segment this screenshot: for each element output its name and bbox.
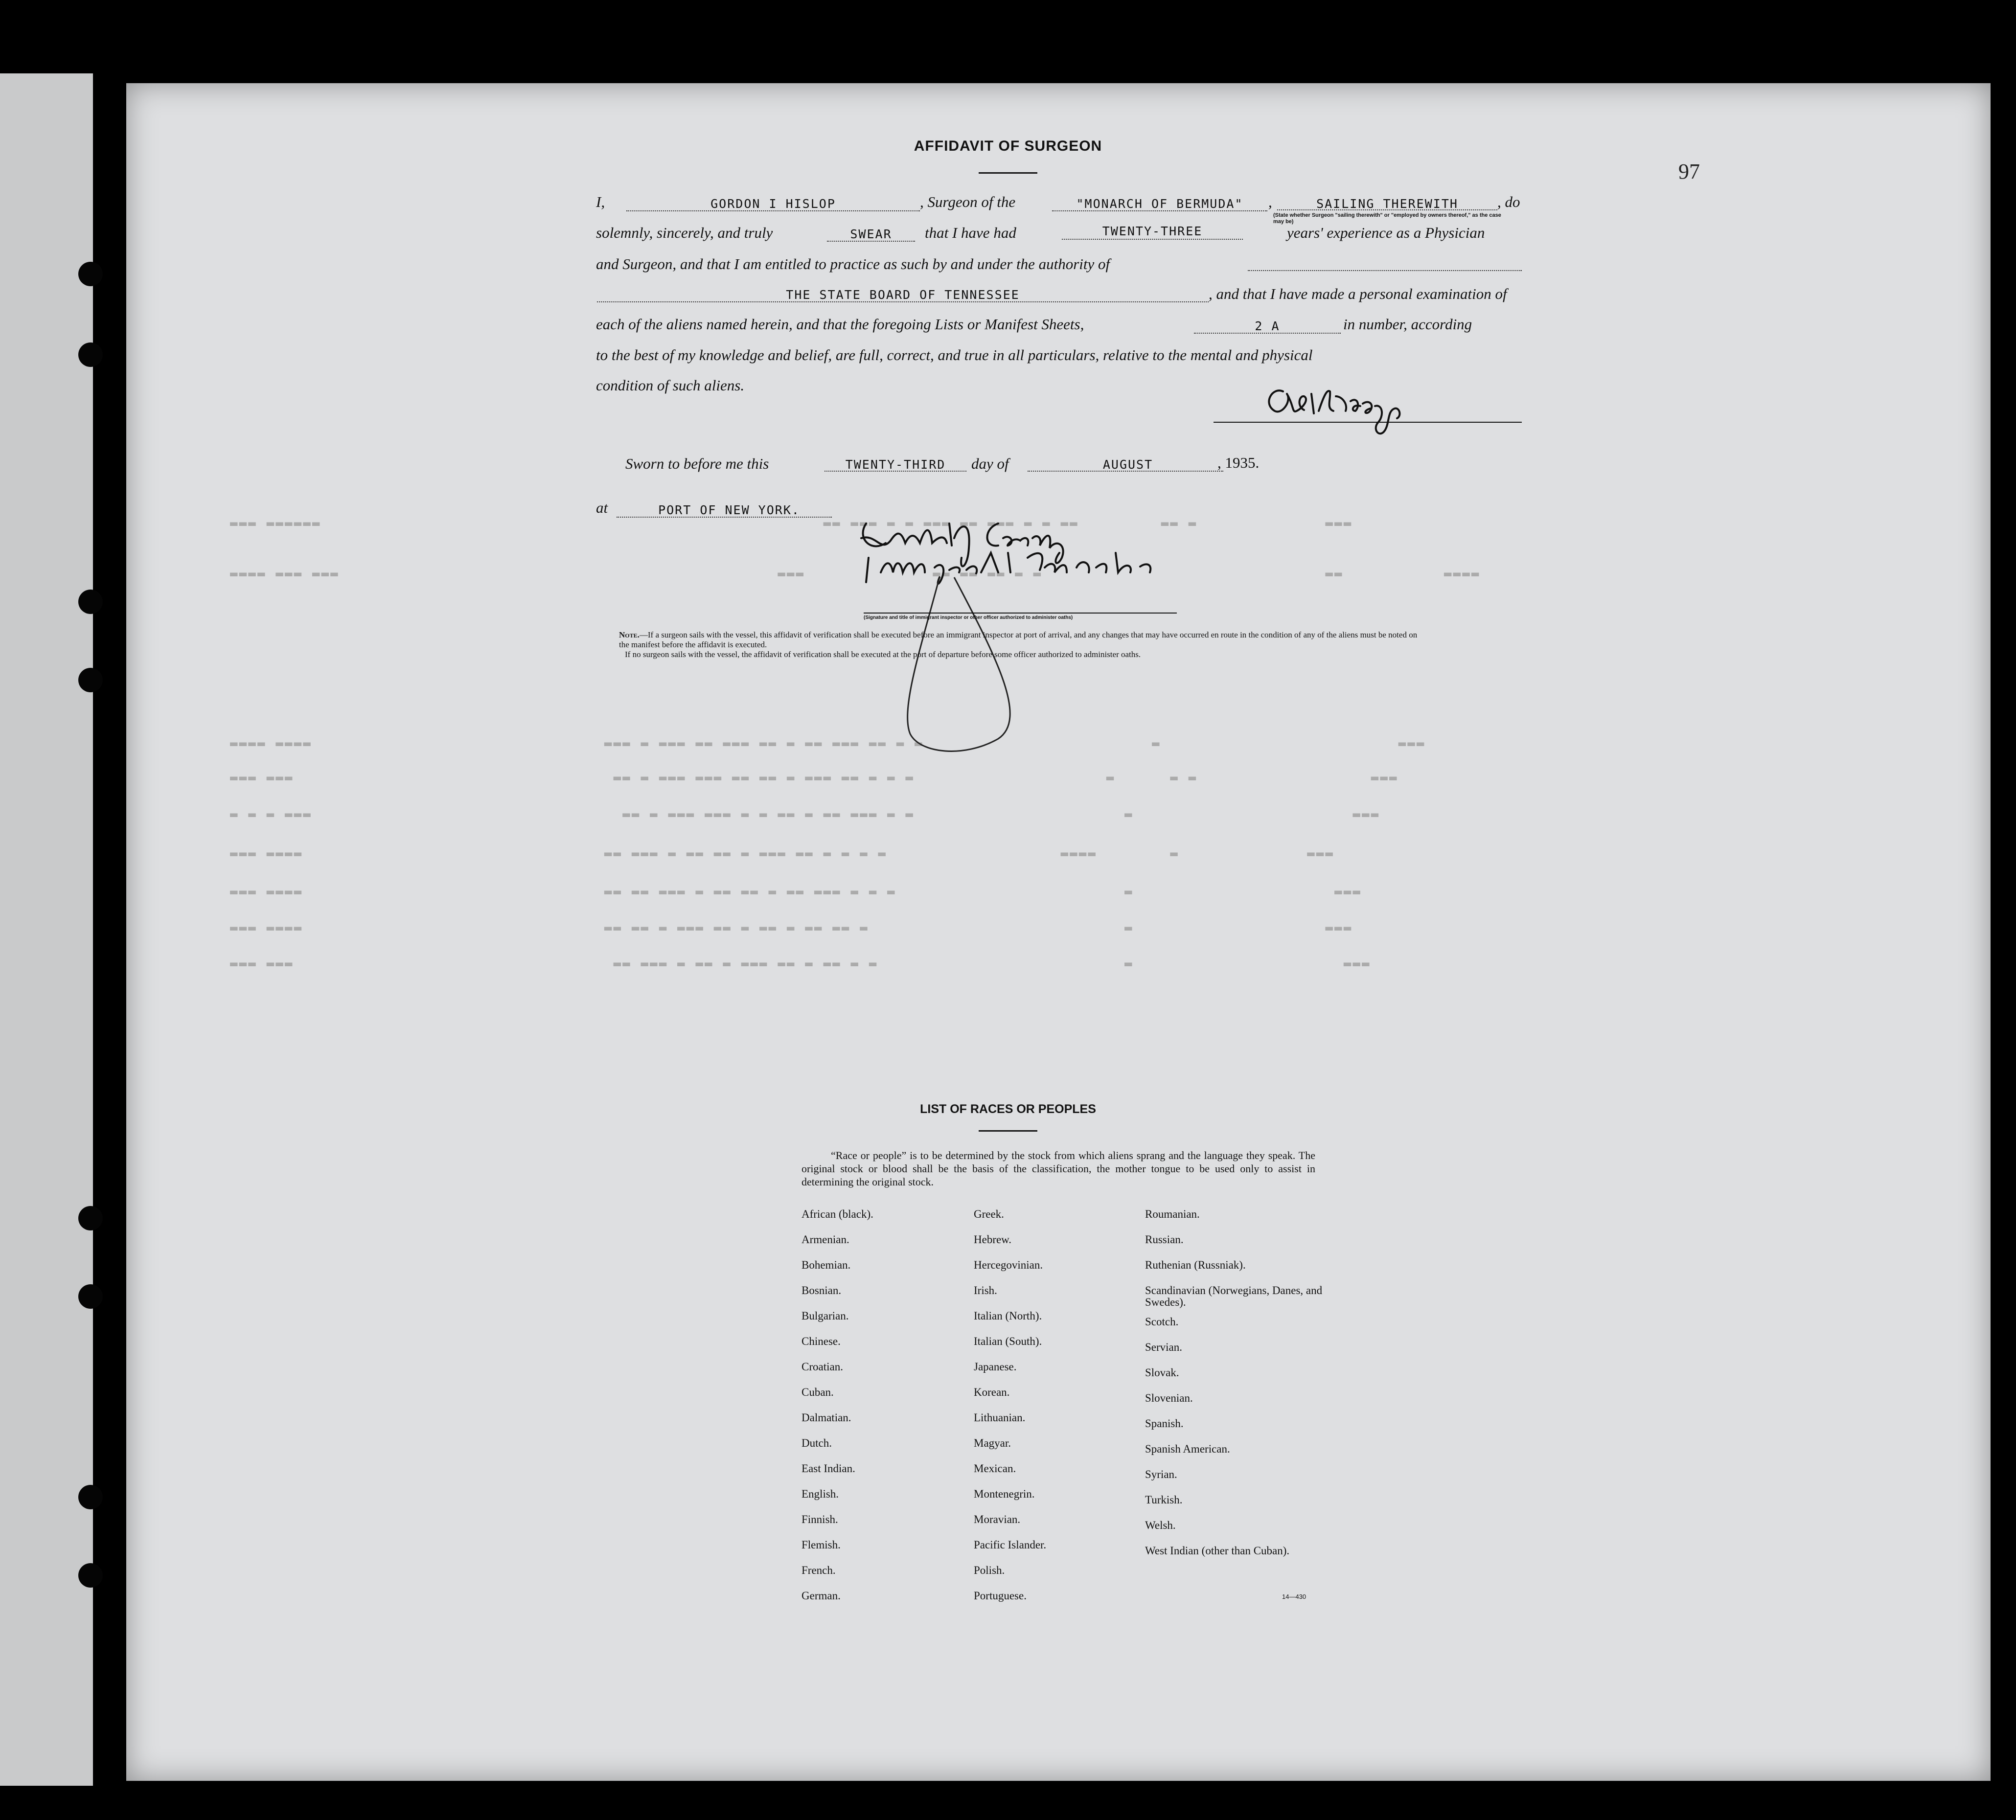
inspector-signature-line <box>864 613 1177 614</box>
race-list-item: English. <box>802 1488 839 1500</box>
race-list-item: Servian. <box>1145 1341 1183 1353</box>
affidavit-text: and Surgeon, and that I am entitled to practice as such by and under the authority of <box>596 255 1110 273</box>
affidavit-text: to the best of my knowledge and belief, are full, correct, and true in all particulars, relative to the mental and physical <box>596 346 1313 364</box>
race-list-item: Slovenian. <box>1145 1392 1193 1404</box>
surgeon-name-field: GORDON I HISLOP <box>710 197 836 211</box>
sworn-month-field: AUGUST <box>1102 457 1153 472</box>
race-list-item: Irish. <box>974 1284 997 1297</box>
race-list-item: Bosnian. <box>802 1284 842 1297</box>
race-list-item: Chinese. <box>802 1335 841 1347</box>
race-list-item: East Indian. <box>802 1462 855 1475</box>
field-line <box>626 210 920 211</box>
race-list-item: Bohemian. <box>802 1259 851 1271</box>
race-list-item: German. <box>802 1590 841 1602</box>
sailing-instruction-note: (State whether Surgeon "sailing therewith" or "employed by owners thereof," as the case may be) <box>1273 212 1501 225</box>
races-column-3 <box>1145 1208 1331 1576</box>
affidavit-text: that I have had <box>925 224 1016 241</box>
race-list-item: Dalmatian. <box>802 1411 851 1424</box>
sworn-day-field: TWENTY-THIRD <box>845 457 946 472</box>
affidavit-text: , Surgeon of the <box>920 193 1016 210</box>
binder-hole <box>78 1284 103 1309</box>
race-list-item: African (black). <box>802 1208 873 1220</box>
race-list-item: Hebrew. <box>974 1233 1012 1246</box>
race-list-item: Polish. <box>974 1564 1005 1576</box>
binder-hole <box>78 1563 103 1588</box>
race-list-item: Flemish. <box>802 1539 841 1551</box>
note-body-second: If no surgeon sails with the vessel, the affidavit of verification shall be executed at the port of departure before some officer authorized to administer oaths. <box>625 650 1141 659</box>
races-title-underline <box>979 1130 1037 1132</box>
race-list-item: Turkish. <box>1145 1494 1183 1506</box>
port-field: PORT OF NEW YORK. <box>658 503 800 517</box>
binder-hole <box>78 262 103 286</box>
manifest-sheets-field: 2 A <box>1255 319 1280 333</box>
form-number: 14—430 <box>1282 1593 1306 1600</box>
race-list-item: Portuguese. <box>974 1590 1027 1602</box>
race-list-item: Italian (South). <box>974 1335 1042 1347</box>
field-line <box>1062 239 1243 240</box>
years-experience-field: TWENTY-THREE <box>1102 224 1203 238</box>
affidavit-text: , <box>1268 193 1272 210</box>
race-list-item: Moravian. <box>974 1513 1021 1525</box>
binder-hole <box>78 668 103 692</box>
race-list-item: Welsh. <box>1145 1519 1176 1531</box>
race-list-item: Syrian. <box>1145 1468 1177 1480</box>
sailing-status-field: SAILING THEREWITH <box>1316 197 1458 211</box>
affidavit-title: AFFIDAVIT OF SURGEON <box>914 138 1102 154</box>
licensing-authority-field: THE STATE BOARD OF TENNESSEE <box>786 288 1020 302</box>
inspector-caption: (Signature and title of immigrant inspector or other officer authorized to administer oaths) <box>864 615 1073 620</box>
affidavit-text: condition of such aliens. <box>596 377 745 394</box>
races-list-title: LIST OF RACES OR PEOPLES <box>920 1102 1096 1116</box>
affidavit-text: at <box>596 499 608 516</box>
race-list-item: Italian (North). <box>974 1310 1042 1322</box>
race-list-item: Pacific Islander. <box>974 1539 1047 1551</box>
races-column-2 <box>974 1208 1046 1615</box>
race-list-item: Montenegrin. <box>974 1488 1035 1500</box>
race-list-item: Spanish. <box>1145 1417 1184 1430</box>
affidavit-text: each of the aliens named herein, and that the foregoing Lists or Manifest Sheets, <box>596 316 1084 333</box>
race-list-item: Slovak. <box>1145 1366 1179 1379</box>
race-list-item: Greek. <box>974 1208 1004 1220</box>
field-line <box>1248 270 1522 271</box>
race-list-item: Bulgarian. <box>802 1310 849 1322</box>
title-underline <box>979 172 1037 174</box>
race-list-item: Croatian. <box>802 1361 843 1373</box>
field-line <box>617 517 832 518</box>
race-list-item: Dutch. <box>802 1437 832 1449</box>
race-list-item: Lithuanian. <box>974 1411 1026 1424</box>
field-line <box>827 241 915 242</box>
binding-strip <box>0 73 93 1786</box>
race-list-item: Hercegovinian. <box>974 1259 1043 1271</box>
field-line <box>1194 333 1341 334</box>
race-list-item: Spanish American. <box>1145 1443 1230 1455</box>
affidavit-text: Sworn to before me this <box>625 455 769 472</box>
signature-line <box>1214 422 1522 423</box>
binder-hole <box>78 1206 103 1230</box>
note-paragraph <box>619 630 1421 660</box>
binder-hole <box>78 1485 103 1509</box>
affidavit-text: , do <box>1497 193 1520 210</box>
field-line <box>597 301 1209 302</box>
race-list-item: Scotch. <box>1145 1316 1179 1328</box>
races-column-1 <box>802 1208 873 1615</box>
affidavit-text: I, <box>596 193 605 210</box>
field-line <box>1028 471 1223 472</box>
note-body: —If a surgeon sails with the vessel, this affidavit of verification shall be executed before an immigrant inspector at port of arrival, and any changes that may have occurred en route in the condition of any of the aliens must be noted on the manifest before the affidavit is executed. <box>619 630 1418 649</box>
oath-field: SWEAR <box>850 227 892 241</box>
race-list-item: Finnish. <box>802 1513 838 1525</box>
race-list-item: Scandinavian (Norwegians, Danes, and Swedes). <box>1145 1284 1323 1308</box>
races-intro: “Race or people” is to be determined by the stock from which aliens sprang and the language they speak. The original stock or blood shall be the basis of the classification, the mother tongue to be used only to assist in determining the original stock. <box>802 1149 1315 1188</box>
race-list-item: Ruthenian (Russniak). <box>1145 1259 1246 1271</box>
binder-hole <box>78 590 103 614</box>
field-line <box>825 471 966 472</box>
affidavit-text: day of <box>971 455 1009 472</box>
race-list-item: Japanese. <box>974 1361 1017 1373</box>
race-list-item: Roumanian. <box>1145 1208 1200 1220</box>
race-list-item: Russian. <box>1145 1233 1184 1246</box>
vessel-name-field: "MONARCH OF BERMUDA" <box>1076 197 1243 211</box>
page-number: 97 <box>1678 159 1700 183</box>
note-lead: Note. <box>619 630 640 639</box>
race-list-item: Mexican. <box>974 1462 1016 1475</box>
race-list-item: Armenian. <box>802 1233 849 1246</box>
race-list-item: Magyar. <box>974 1437 1011 1449</box>
binder-hole <box>78 342 103 367</box>
affidavit-text: , 1935. <box>1217 454 1260 471</box>
race-list-item: French. <box>802 1564 836 1576</box>
race-list-item: Korean. <box>974 1386 1010 1398</box>
affidavit-text: years' experience as a Physician <box>1287 224 1485 241</box>
field-line <box>1277 209 1497 210</box>
race-list-item: West Indian (other than Cuban). <box>1145 1545 1290 1557</box>
race-list-item: Cuban. <box>802 1386 834 1398</box>
surgeon-signature <box>1214 377 1527 445</box>
affidavit-text: , and that I have made a personal examination of <box>1209 285 1507 302</box>
field-line <box>1052 210 1267 211</box>
affidavit-text: solemnly, sincerely, and truly <box>596 224 773 241</box>
affidavit-text: in number, according <box>1343 316 1472 333</box>
